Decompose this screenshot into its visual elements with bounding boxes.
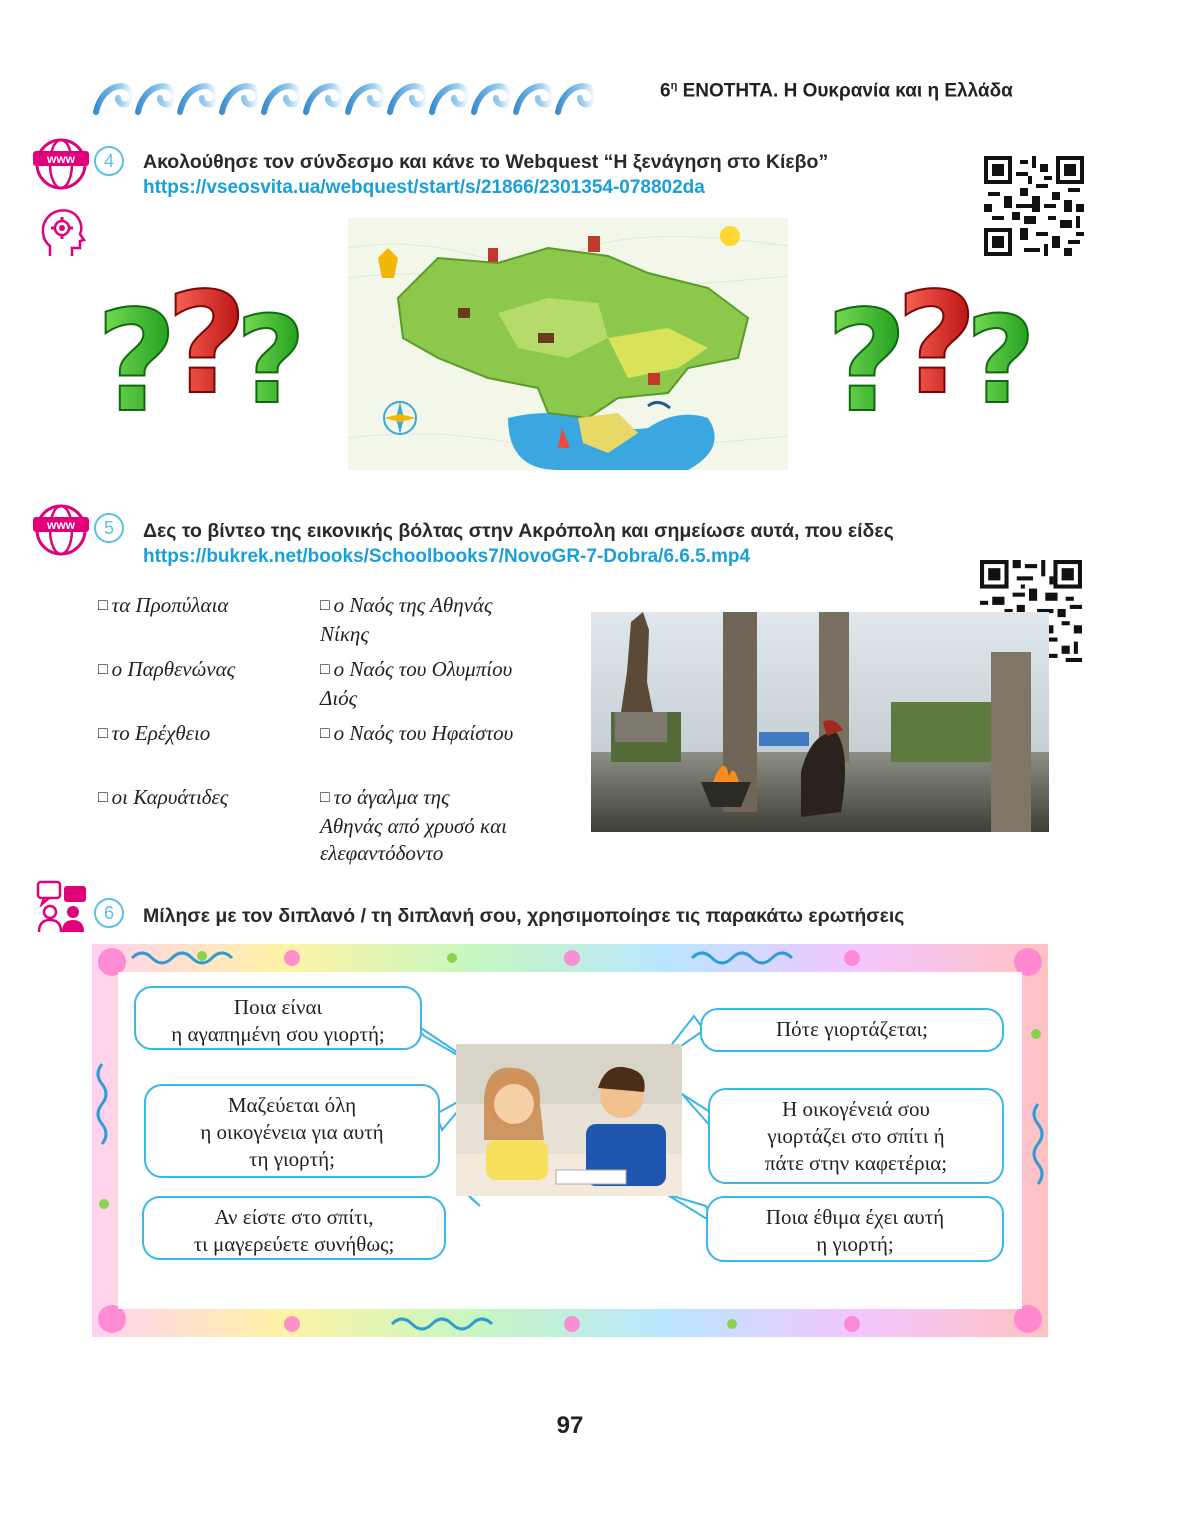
svg-text:?: ?: [826, 281, 908, 420]
chapter-title: $6^\eta$ ΕΝΟΤΗΤΑ. Η Ουκρανία και η Ελλάδα: [660, 80, 1013, 102]
svg-text:www: www: [46, 518, 76, 532]
wave-ornament: [92, 74, 612, 116]
checklist-left: [98, 592, 308, 848]
svg-text:?: ?: [896, 270, 978, 420]
question-bubble-right-2: Η οικογένειά σου γιορτάζει στο σπίτι ή πάτε στην καφετέρια;: [708, 1088, 1004, 1184]
question-bubble-right-3: Ποια έθιμα έχει αυτή η γιορτή;: [706, 1196, 1004, 1262]
checkbox-item[interactable]: □ το άγαλμα της Αθηνάς από χρυσό και ελεφαντόδοντο: [320, 785, 507, 865]
task-number-badge: 5: [94, 513, 124, 543]
svg-text:?: ?: [96, 281, 178, 420]
svg-text:?: ?: [166, 270, 248, 420]
checkbox-item[interactable]: □ οι Καρυάτιδες: [98, 785, 229, 809]
globe-www-icon: [32, 138, 90, 190]
page-number: 97: [556, 1412, 584, 1439]
question-marks-image-left: [88, 270, 324, 420]
question-marks-image-right: [818, 270, 1054, 420]
svg-text:www: www: [46, 152, 76, 166]
task5-title: Δες το βίντεο της εικονικής βόλτας στην Ακρόπολη και σημείωσε αυτά, που είδες: [143, 520, 894, 542]
task-number-badge: 4: [94, 146, 124, 176]
task6-title: Μίλησε με τον διπλανό / τη διπλανή σου, χρησιμοποίησε τις παρακάτω ερωτήσεις: [143, 905, 905, 927]
kids-photo: [456, 1044, 682, 1196]
question-bubble-left-3: Αν είστε στο σπίτι, τι μαγερεύετε συνήθως;: [142, 1196, 446, 1260]
acropolis-video-still[interactable]: [591, 612, 1049, 832]
qr-code-task4[interactable]: [984, 156, 1084, 256]
ukraine-map-image: [348, 218, 788, 470]
checklist-right: [320, 592, 580, 868]
checkbox-item[interactable]: □ ο Ναός του Ηφαίστου: [320, 721, 514, 745]
question-bubble-left-2: Μαζεύεται όλη η οικογένεια για αυτή τη γιορτή;: [144, 1084, 440, 1178]
dialogue-frame: [92, 944, 1048, 1337]
task4-title: Ακολούθησε τον σύνδεσμο και κάνε το Webquest “Η ξενάγηση στο Κίεβο”: [143, 151, 829, 173]
checkbox-item[interactable]: □ ο Ναός του Ολυμπίου Διός: [320, 657, 513, 710]
question-bubble-right-1: Πότε γιορτάζεται;: [700, 1008, 1004, 1052]
question-bubble-left-1: Ποια είναι η αγαπημένη σου γιορτή;: [134, 986, 422, 1050]
task-number-badge: 6: [94, 898, 124, 928]
svg-text:?: ?: [966, 292, 1036, 420]
svg-text:?: ?: [236, 292, 306, 420]
checkbox-item[interactable]: □ ο Ναός της Αθηνάς Νίκης: [320, 593, 493, 646]
checkbox-item[interactable]: □ ο Παρθενώνας: [98, 657, 236, 681]
checkbox-item[interactable]: □ το Ερέχθειο: [98, 721, 211, 745]
speech-people-icon: [36, 880, 88, 934]
task5-link[interactable]: https://bukrek.net/books/Schoolbooks7/NovoGR-7-Dobra/6.6.5.mp4: [143, 546, 751, 567]
checkbox-item[interactable]: □ τα Προπύλαια: [98, 593, 229, 617]
globe-www-icon: [32, 504, 90, 556]
task4-link[interactable]: https://vseosvita.ua/webquest/start/s/21866/2301354-078802da: [143, 177, 705, 198]
head-gear-icon: [38, 206, 86, 260]
